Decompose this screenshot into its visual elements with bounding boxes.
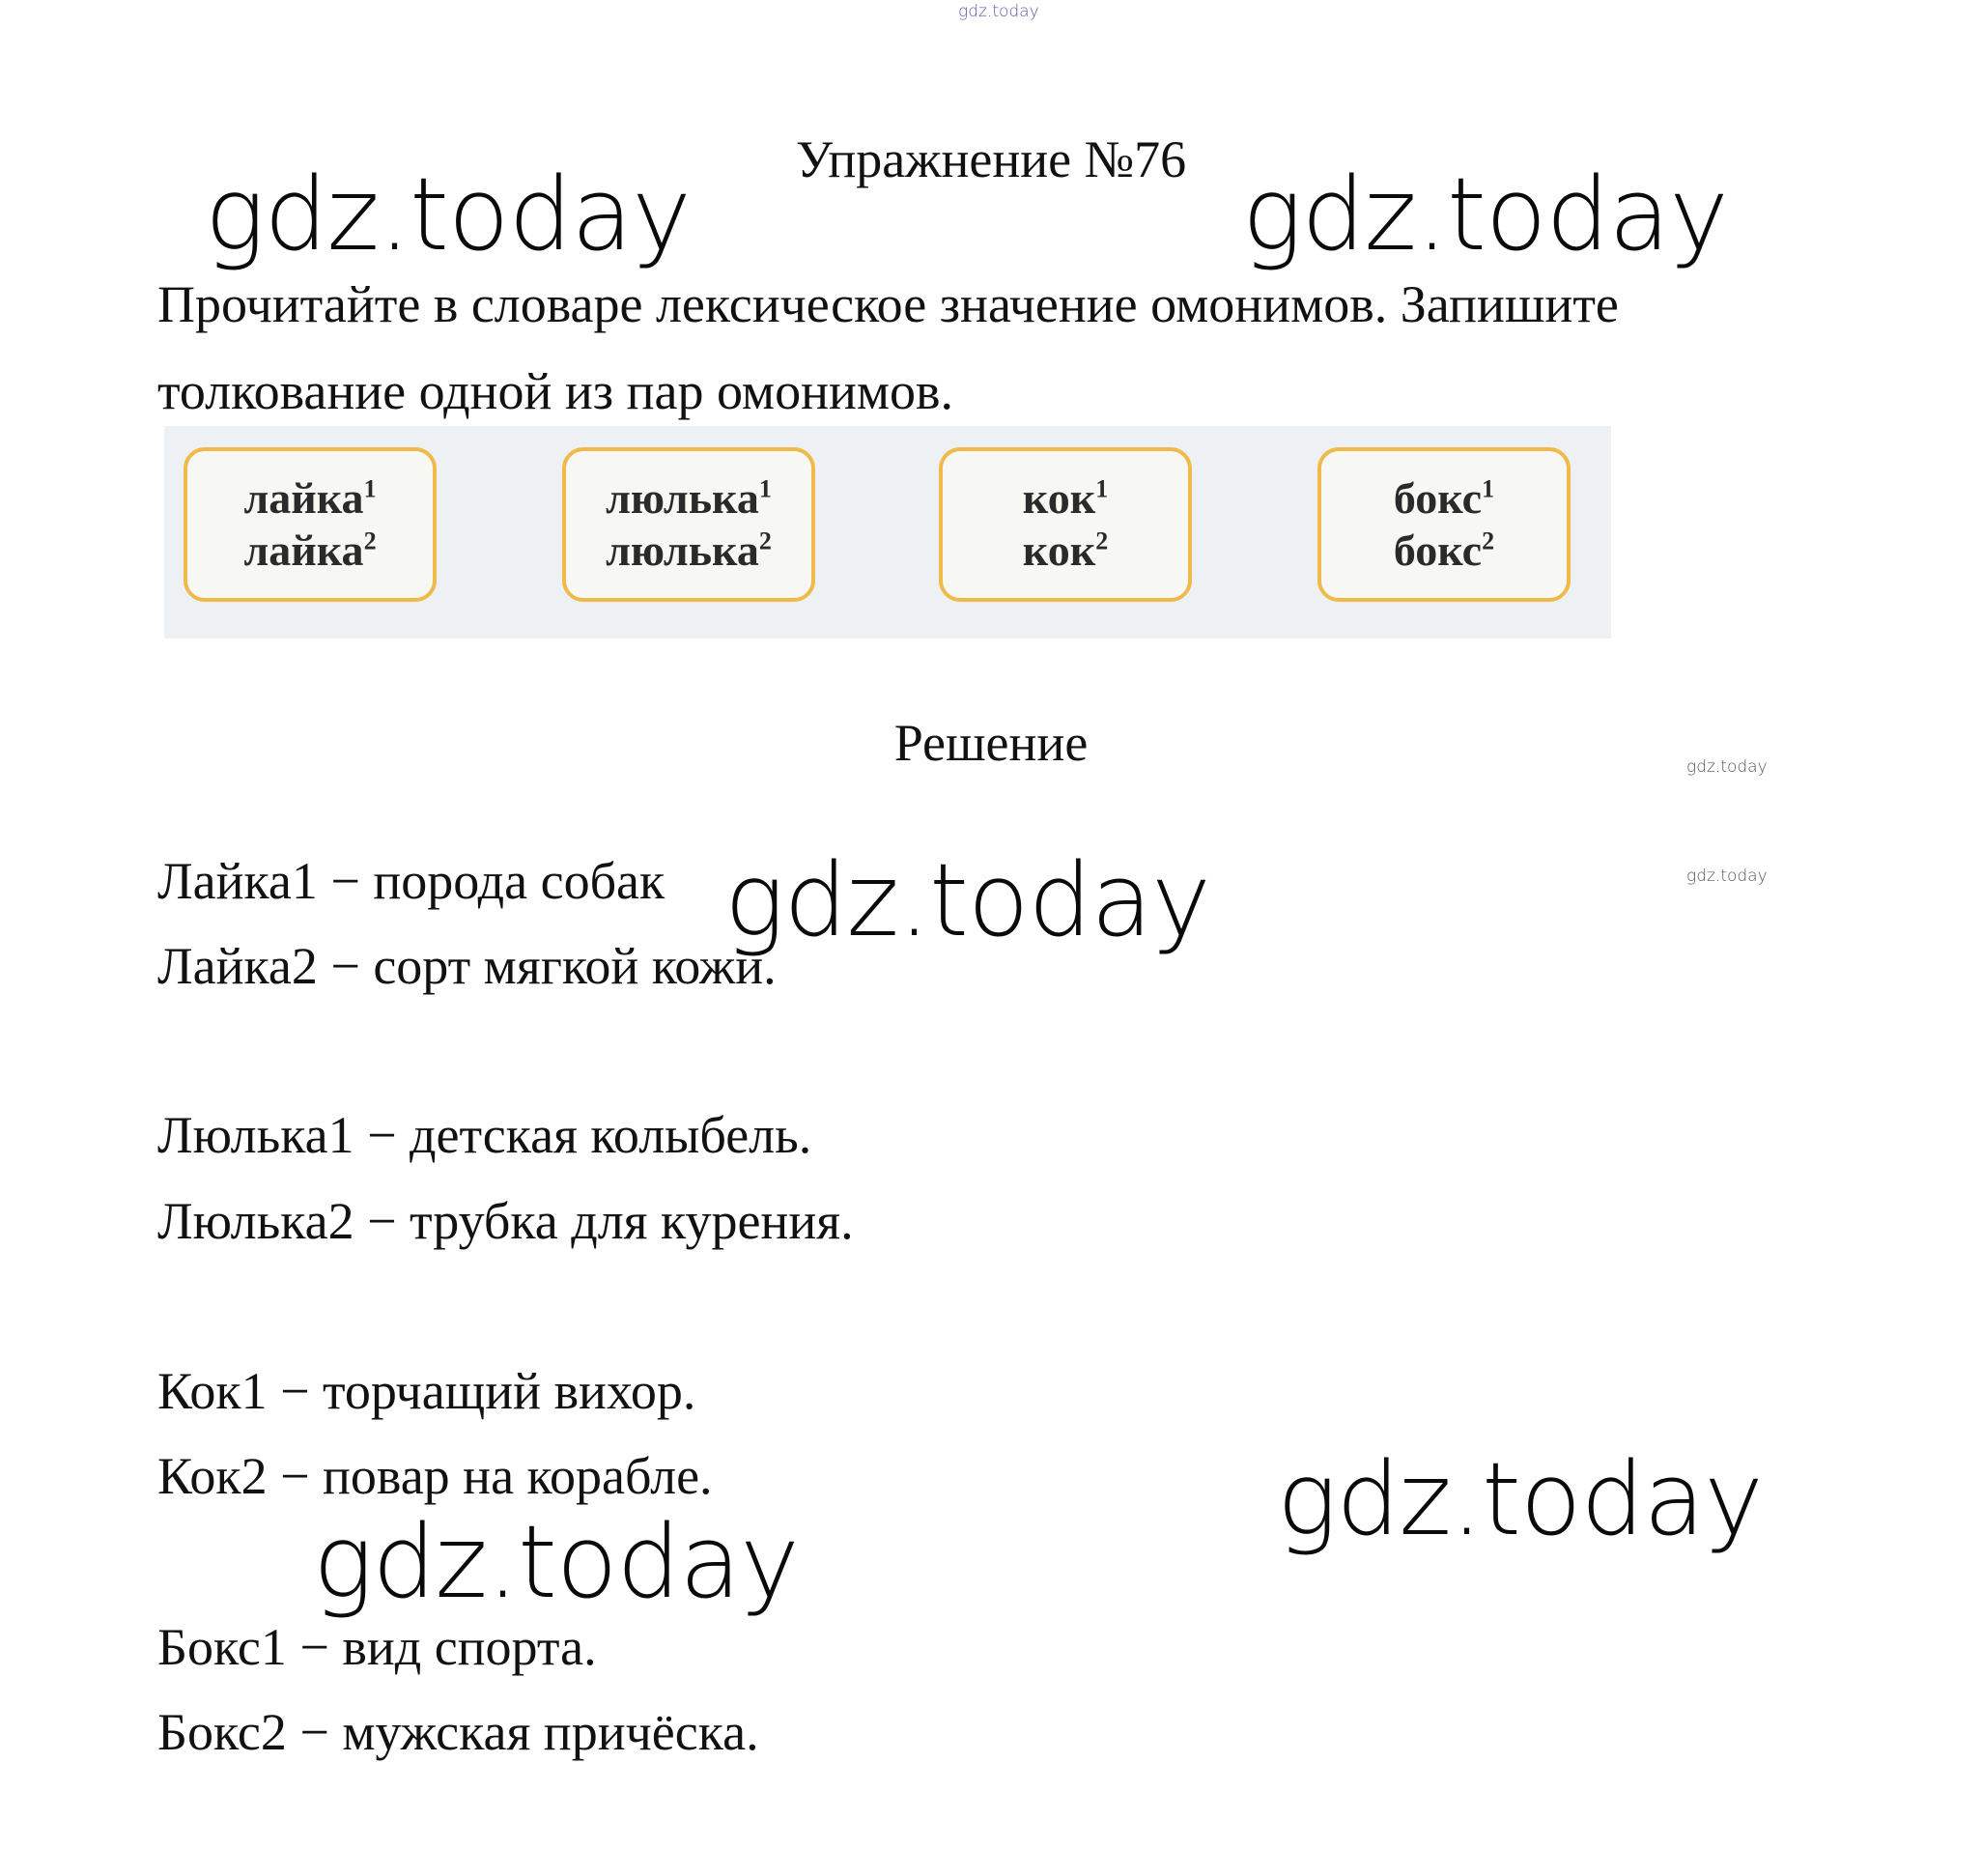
- card-word-2: люлька$^2$: [606, 526, 772, 575]
- watermark-large: gdz.today: [205, 156, 691, 273]
- answer-line: Люлька1 − детская колыбель.: [157, 1106, 812, 1164]
- watermark-large: gdz.today: [724, 841, 1210, 959]
- exercise-title: Упражнение №76: [795, 130, 1187, 188]
- task-text: [157, 261, 1838, 435]
- answer-line: Люлька2 − трубка для курения.: [157, 1192, 854, 1250]
- answer-line: Кок1 − торчащий вихор.: [157, 1362, 696, 1420]
- card-word-1: лайка$^1$: [243, 473, 377, 523]
- watermark-small-top: gdz.today: [958, 2, 1039, 21]
- watermark-small: gdz.today: [1686, 757, 1768, 777]
- homonym-card-kok: [939, 447, 1192, 602]
- homonym-card-lyulka: [562, 447, 815, 602]
- answer-line: Бокс1 − вид спорта.: [157, 1618, 597, 1676]
- card-word-2: кок$^2$: [1022, 526, 1109, 575]
- card-word-1: люлька$^1$: [606, 473, 772, 523]
- homonym-card-layka: [184, 447, 437, 602]
- homonym-cards-panel: [164, 426, 1611, 639]
- card-word-1: бокс$^1$: [1393, 473, 1495, 523]
- answer-line: Бокс2 − мужская причёска.: [157, 1703, 759, 1761]
- solution-heading: Решение: [893, 714, 1089, 772]
- task-line-2: толкование одной из пар омонимов.: [157, 362, 954, 420]
- card-word-2: бокс$^2$: [1393, 526, 1495, 575]
- watermark-large: gdz.today: [1242, 156, 1728, 273]
- watermark-small: gdz.today: [1686, 867, 1768, 886]
- card-word-1: кок$^1$: [1022, 473, 1109, 523]
- task-line-1: Прочитайте в словаре лексическое значение омонимов. Запишите: [157, 275, 1619, 333]
- watermark-large: gdz.today: [1277, 1440, 1763, 1558]
- card-word-2: лайка$^2$: [243, 526, 377, 575]
- answer-line: Кок2 − повар на корабле.: [157, 1447, 713, 1505]
- answer-line: Лайка2 − сорт мягкой кожи.: [157, 937, 777, 995]
- watermark-large: gdz.today: [313, 1503, 799, 1621]
- homonym-card-boks: [1317, 447, 1571, 602]
- answer-line: Лайка1 − порода собак: [157, 852, 665, 910]
